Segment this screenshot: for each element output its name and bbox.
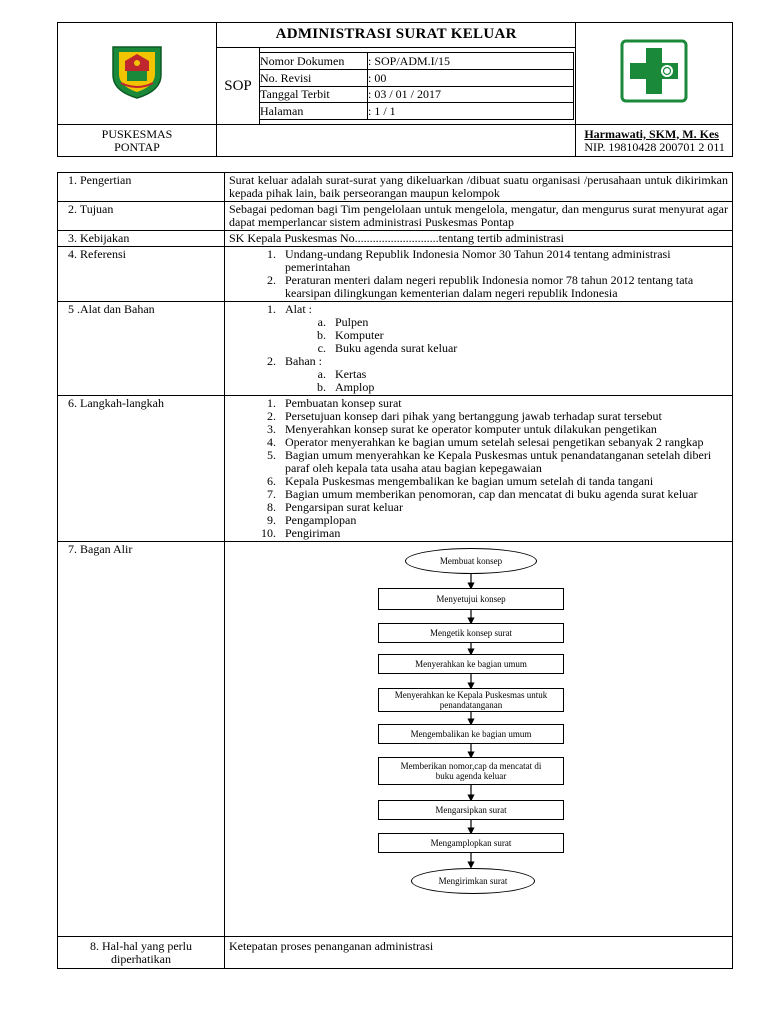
flow-step: Mengamplopkan surat xyxy=(378,833,564,853)
list-alat-bahan xyxy=(225,302,733,396)
flow-step: Mengarsipkan surat xyxy=(378,800,564,820)
list-item: 3. Menyerahkan konsep surat ke operator komputer untuk dilakukan pengetikan xyxy=(279,423,728,436)
list-item-alat xyxy=(279,303,728,355)
alat-label: Alat : xyxy=(285,302,312,316)
bahan-label: Bahan : xyxy=(285,354,322,368)
list-item: 5. Bagian umum menyerahkan ke Kepala Puskesmas untuk penandatanganan setelah diberi paraf oleh kepala tata usaha atau bagian kepegawaian xyxy=(279,449,728,475)
label-hal-hal xyxy=(58,937,225,969)
list-item: 9. Pengamplopan xyxy=(279,514,728,527)
row-langkah xyxy=(58,396,733,542)
list-item-bahan xyxy=(279,355,728,394)
meta-value-halaman: : 1 / 1 xyxy=(368,103,574,120)
list-item: 8. Pengarsipan surat keluar xyxy=(279,501,728,514)
list-item: 1. Pembuatan konsep surat xyxy=(279,397,728,410)
document-meta-table xyxy=(259,52,574,120)
signatory-nip: NIP. 19810428 200701 2 011 xyxy=(584,139,725,154)
list-item: 2. Persetujuan konsep dari pihak yang bertanggung jawab terhadap surat tersebut xyxy=(279,410,728,423)
flow-step: Menyerahkan ke bagian umum xyxy=(378,654,564,674)
puskesmas-logo-cell xyxy=(576,23,733,125)
flowchart-cell xyxy=(225,542,733,937)
title-meta-cell xyxy=(217,23,576,125)
text-kebijakan: SK Kepala Puskesmas No............................tentang tertib administrasi xyxy=(225,231,733,247)
list-referensi xyxy=(225,247,733,302)
label-alat-bahan: 5 .Alat dan Bahan xyxy=(58,302,225,396)
sop-label: SOP xyxy=(217,48,260,124)
list-item: 2. Peraturan menteri dalam negeri republik Indonesia nomor 78 tahun 2012 tentang tata kearsipan dilingkungan kementerian dalam negeri republik Indonesia xyxy=(279,274,728,300)
label-kebijakan: 3. Kebijakan xyxy=(58,231,225,247)
text-hal-hal: Ketepatan proses penanganan administrasi xyxy=(225,937,733,969)
meta-value-tanggal: : 03 / 01 / 2017 xyxy=(368,86,574,103)
list-item: b. Amplop xyxy=(329,381,728,394)
row-tujuan xyxy=(58,202,733,231)
district-logo-cell xyxy=(58,23,217,125)
list-item: 10. Pengiriman xyxy=(279,527,728,540)
label-tujuan: 2. Tujuan xyxy=(58,202,225,231)
signatory-name: Harmawati, SKM, M. Kes xyxy=(584,126,719,141)
flow-step: Menyerahkan ke Kepala Puskesmas untuk penandatanganan xyxy=(378,688,564,712)
list-item: 7. Bagian umum memberikan penomoran, cap dan mencatat di buku agenda surat keluar xyxy=(279,488,728,501)
meta-label-halaman: Halaman xyxy=(260,103,368,120)
organization-cell xyxy=(58,125,217,157)
flow-step: Menyetujui konsep xyxy=(378,588,564,610)
flow-step: Memberikan nomor,cap da mencatat di buku agenda keluar xyxy=(378,757,564,785)
label-bagan-alir: 7. Bagan Alir xyxy=(58,542,225,937)
puskesmas-logo-icon xyxy=(618,38,690,104)
meta-label-tanggal: Tanggal Terbit xyxy=(260,86,368,103)
organization-line-2: PONTAP xyxy=(114,139,160,154)
list-langkah xyxy=(225,396,733,542)
list-item: 4. Operator menyerahkan ke bagian umum setelah selesai pengetikan sebanyak 2 rangkap xyxy=(279,436,728,449)
flow-step: Mengetik konsep surat xyxy=(378,623,564,643)
document-title: ADMINISTRASI SURAT KELUAR xyxy=(217,23,575,48)
signatory-cell xyxy=(576,125,733,157)
sop-content-table xyxy=(57,172,733,969)
meta-value-revisi: : 00 xyxy=(368,69,574,86)
flow-start: Membuat konsep xyxy=(405,548,537,574)
text-pengertian: Surat keluar adalah surat-surat yang dikeluarkan /dibuat suatu organisasi /perusahaan untuk dikirimkan kepada pihak lain, baik perseorangan maupun kelompok xyxy=(225,173,733,202)
meta-label-revisi: No. Revisi xyxy=(260,69,368,86)
row-kebijakan xyxy=(58,231,733,247)
document-header xyxy=(57,22,733,157)
row-referensi xyxy=(58,247,733,302)
row-hal-hal xyxy=(58,937,733,969)
label-hal-line-1: 8. Hal-hal yang perlu xyxy=(90,939,192,953)
blank-cell xyxy=(217,125,576,157)
text-tujuan: Sebagai pedoman bagi Tim pengelolaan untuk mengelola, mengatur, dan mengurus surat menyurat agar dapat memperlancar sistem administrasi Puskesmas Pontap xyxy=(225,202,733,231)
organization-line-1: PUSKESMAS xyxy=(101,126,173,141)
meta-label-nomor: Nomor Dokumen xyxy=(260,53,368,70)
flow-end: Mengirimkan surat xyxy=(411,868,535,894)
list-item: 6. Kepala Puskesmas mengembalikan ke bagian umum setelah di tanda tangani xyxy=(279,475,728,488)
flowchart xyxy=(225,542,732,936)
label-pengertian: 1. Pengertian xyxy=(58,173,225,202)
meta-value-nomor: : SOP/ADM.I/15 xyxy=(368,53,574,70)
label-hal-line-2: diperhatikan xyxy=(111,952,171,966)
list-item: b. Komputer xyxy=(329,329,728,342)
label-langkah: 6. Langkah-langkah xyxy=(58,396,225,542)
list-item: a. Kertas xyxy=(329,368,728,381)
row-pengertian xyxy=(58,173,733,202)
list-item: c. Buku agenda surat keluar xyxy=(329,342,728,355)
row-alat-bahan xyxy=(58,302,733,396)
flow-step: Mengembalikan ke bagian umum xyxy=(378,724,564,744)
list-item: a. Pulpen xyxy=(329,316,728,329)
district-emblem-icon xyxy=(105,41,169,101)
list-item: 1. Undang-undang Republik Indonesia Nomor 30 Tahun 2014 tentang administrasi pemerintahan xyxy=(279,248,728,274)
row-bagan-alir xyxy=(58,542,733,937)
label-referensi: 4. Referensi xyxy=(58,247,225,302)
